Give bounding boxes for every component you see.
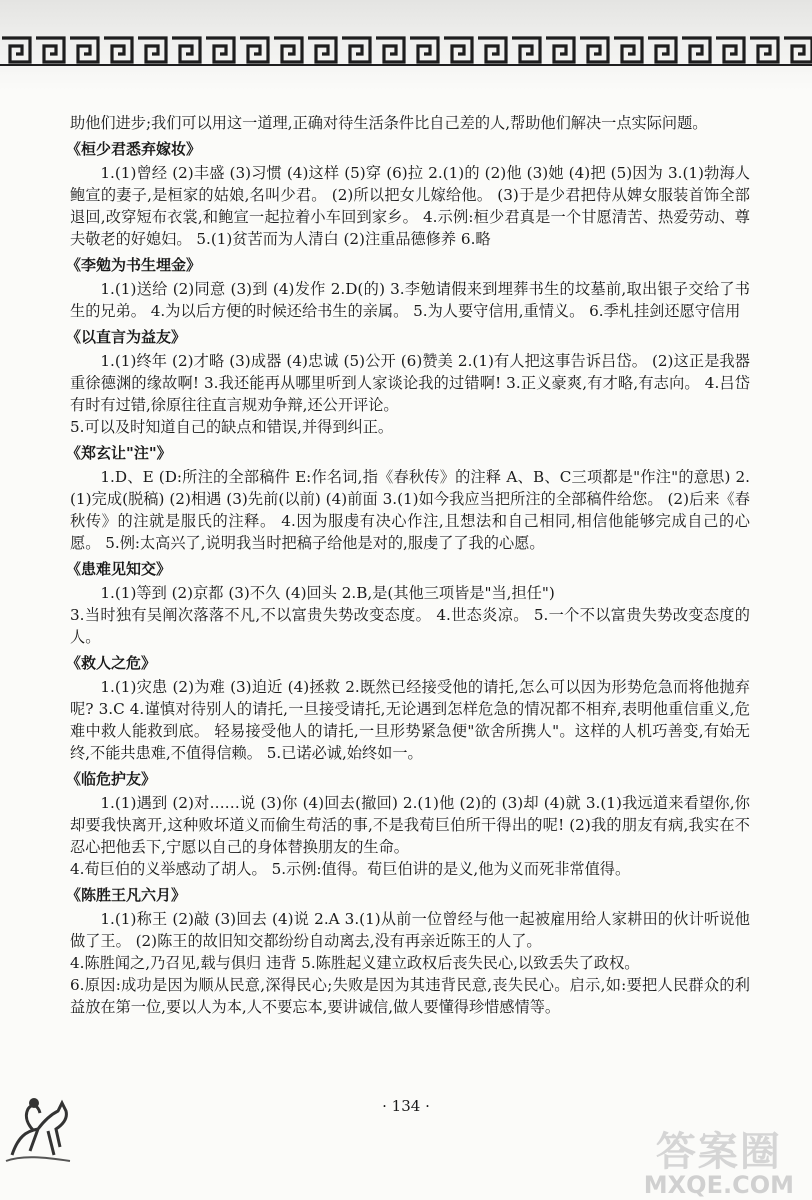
section-title: 《郑玄让"注"》 (66, 444, 172, 462)
answer-content (66, 112, 750, 1018)
answer-paragraph: 5.可以及时知道自己的缺点和错误,并得到纠正。 (70, 418, 394, 436)
watermark-url: MXQE.COM (643, 1171, 794, 1199)
answer-paragraph: 1.(1)称王 (2)敲 (3)回去 (4)说 2.A 3.(1)从前一位曾经与他一起被雇用给人家耕田的伙计听说他做了王。 (2)陈王的故旧知交都纷纷自动离去,没有再亲近陈王的人了。 (70, 910, 750, 950)
meander-border-icon (0, 34, 812, 68)
answer-paragraph: 1.(1)终年 (2)才略 (3)成器 (4)忠诚 (5)公开 (6)赞美 2.(1)有人把这事告诉吕岱。 (2)这正是我器重徐德渊的缘故啊! 3.我还能再从哪里听到人家谈论我的过错啊! 3.正义豪爽,有才略,有志向。 4.吕岱有时有过错,徐原往往直言规劝争辩,还公开评论。 (70, 352, 750, 414)
section-title: 《桓少君悉弃嫁妆》 (66, 140, 202, 158)
answer-paragraph: 1.(1)遇到 (2)对……说 (3)你 (4)回去(撤回) 2.(1)他 (2)的 (3)却 (4)就 3.(1)我远道来看望你,你却要我快离开,这种败坏道义而偷生苟活的事,不是我荀巨伯所干得出的呢! (2)我的朋友有病,我实在不忍心把他丢下,宁愿以自己的身体替换朋友的生命。 (70, 794, 750, 856)
answer-paragraph: 3.当时独有吴阐次落落不凡,不以富贵失势改变态度。 4.世态炎凉。 5.一个不以富贵失势改变态度的人。 (70, 606, 750, 646)
page-number: · 134 · (382, 1097, 430, 1115)
section-title: 《李勉为书生埋金》 (66, 256, 202, 274)
answer-paragraph: 1.D、E (D:所注的全部稿件 E:作名词,指《春秋传》的注释 A、B、C三项都是"作注"的意思) 2.(1)完成(脱稿) (2)相遇 (3)先前(以前) (4)前面 3.(1)如今我应当把所注的全部稿件给您。 (2)后来《春秋传》的注就是服氏的注释。 4.因为服虔有决心作注,且想法和自己相同,相信他能够完成自己的心愿。 5.例:太高兴了,说明我当时把稿子给他是对的,服虔了了我的心愿。 (70, 468, 750, 552)
answer-paragraph: 1.(1)送给 (2)同意 (3)到 (4)发作 2.D(的) 3.李勉请假来到埋葬书生的坟墓前,取出银子交给了书生的兄弟。 4.为以后方便的时候还给书生的亲属。 5.为人要守信用,重情义。 6.季札挂剑还愿守信用 (70, 280, 750, 320)
answer-paragraph: 1.(1)等到 (2)京都 (3)不久 (4)回头 2.B,是(其他三项皆是"当,担任") (100, 584, 555, 602)
answer-paragraph: 6.原因:成功是因为顺从民意,深得民心;失败是因为其违背民意,丧失民心。启示,如:要把人民群众的利益放在第一位,要以人为本,人不要忘本,要讲诚信,做人要懂得珍惜感情等。 (70, 976, 750, 1016)
answer-paragraph: 4.陈胜闻之,乃召见,载与俱归 违背 5.陈胜起义建立政权后丧失民心,以致丢失了政权。 (70, 954, 640, 972)
intro-paragraph: 助他们进步;我们可以用这一道理,正确对待生活条件比自己差的人,帮助他们解决一点实际问题。 (70, 114, 708, 132)
answer-paragraph: 1.(1)曾经 (2)丰盛 (3)习惯 (4)这样 (5)穿 (6)拉 2.(1)的 (2)他 (3)她 (4)把 (5)因为 3.(1)勃海人鲍宣的妻子,是桓家的姑娘,名叫少君。 (2)所以把女儿嫁给他。 (3)于是少君把侍从婢女服装首饰全部退回,改穿短布衣裳,和鲍宣一起拉着小车回到家乡。 4.示例:桓少君真是一个甘愿清苦、热爱劳动、尊夫敬老的好媳妇。 5.(1)贫苦而为人清白 (2)注重品德修养 6.略 (70, 164, 750, 248)
watermark-logo: 答案圈 (655, 1129, 782, 1175)
watermark (643, 1129, 794, 1199)
section-title: 《以直言为益友》 (66, 328, 187, 346)
section-title: 《临危护友》 (66, 770, 157, 788)
section-title: 《患难见知交》 (66, 560, 172, 578)
section-title: 《陈胜王凡六月》 (66, 886, 187, 904)
section-title: 《救人之危》 (66, 654, 157, 672)
answer-paragraph: 1.(1)灾患 (2)为难 (3)迫近 (4)拯救 2.既然已经接受他的请托,怎么可以因为形势危急而将他抛弃呢? 3.C 4.谨慎对待别人的请托,一旦接受请托,无论遇到怎样危急的情况都不相弃,表明他重信重义,危难中救人能救到底。 轻易接受他人的请托,一旦形势紧急便"欲舍所携人"。这样的人机巧善变,有始无终,不能共患难,不值得信赖。 5.已诺必诚,始终如一。 (70, 678, 750, 762)
answer-paragraph: 4.荀巨伯的义举感动了胡人。 5.示例:值得。荀巨伯讲的是义,他为义而死非常值得。 (70, 860, 631, 878)
